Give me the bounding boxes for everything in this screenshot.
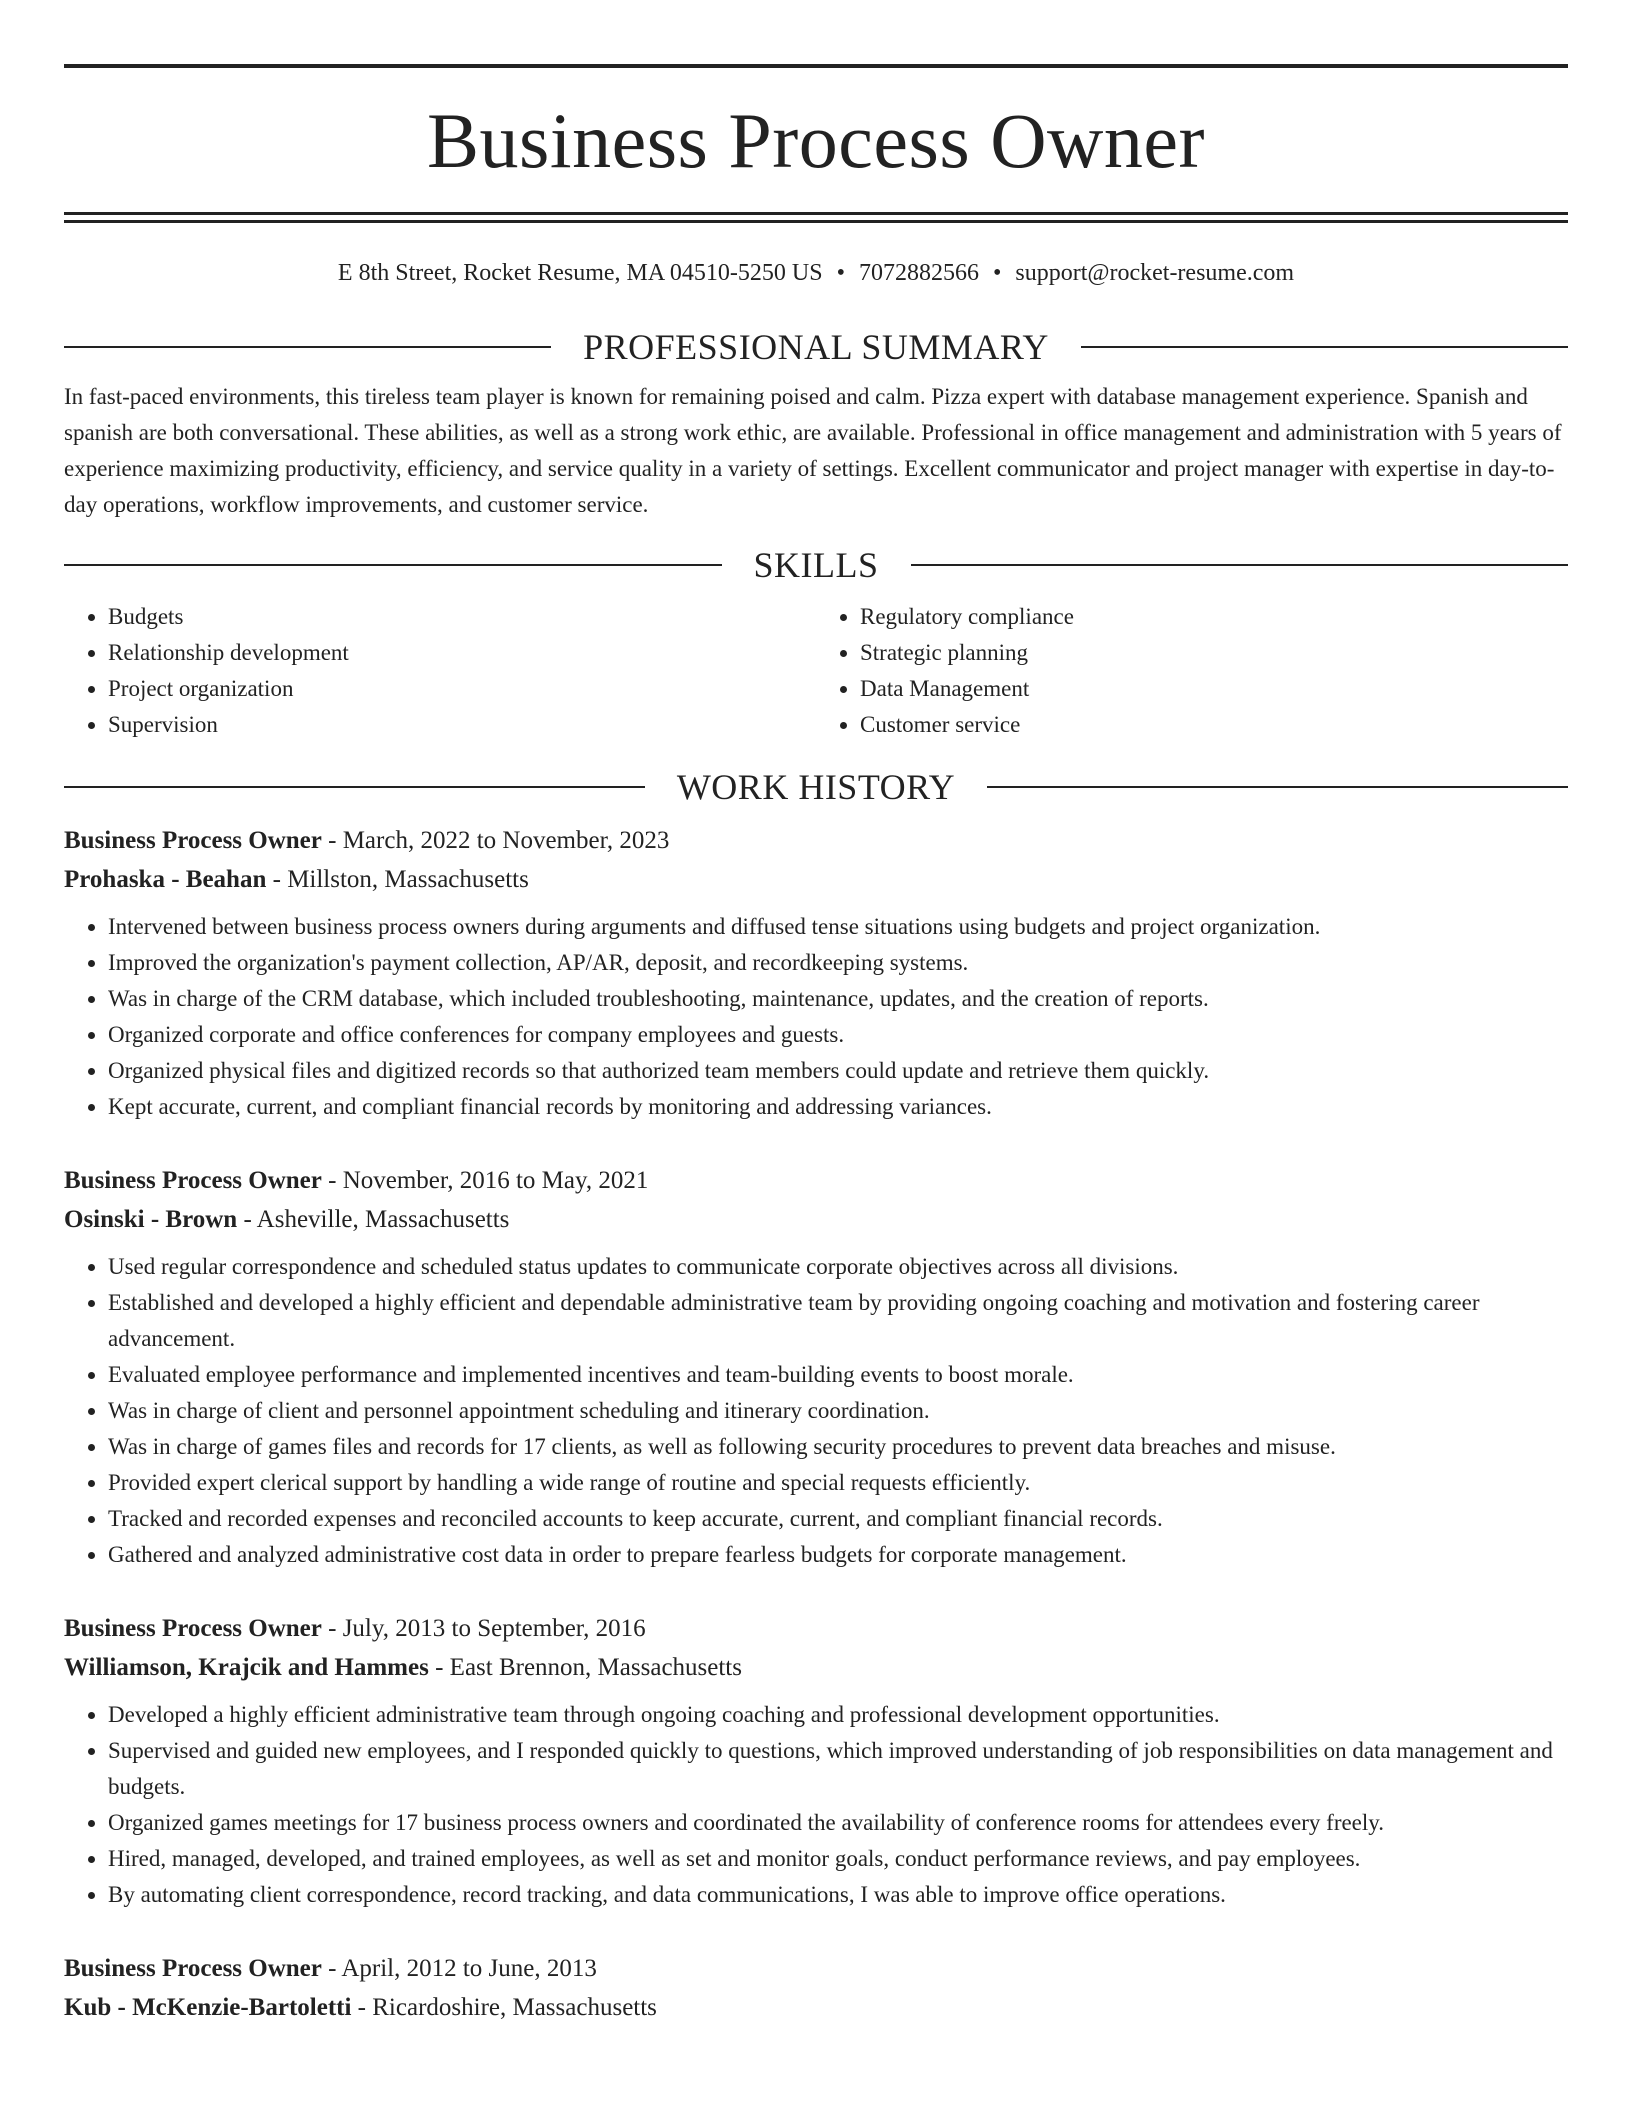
job-bullet: • Improved the organization's payment collection, AP/AR, deposit, and recordkeeping systems.: [108, 945, 1568, 981]
job-title: Business Process Owner: [64, 1167, 322, 1194]
job-title-line: Business Process Owner - March, 2022 to November, 2023: [64, 827, 670, 854]
contact-email: support@rocket-resume.com: [1015, 260, 1295, 286]
job-title-line: Business Process Owner - July, 2013 to September, 2016: [64, 1615, 646, 1642]
job-company-line: Williamson, Krajcik and Hammes - East Brennon, Massachusetts: [64, 1654, 742, 1681]
job-company: Osinski - Brown: [64, 1206, 238, 1233]
job-bullet: • By automating client correspondence, record tracking, and data communications, I was able to improve office operations.: [108, 1877, 1568, 1913]
heading-rule-right: [911, 564, 1569, 566]
job-title-line: Business Process Owner - April, 2012 to June, 2013: [64, 1955, 597, 1982]
job-dates: April, 2012 to June, 2013: [341, 1955, 597, 1982]
job-location: Asheville, Massachusetts: [256, 1206, 510, 1233]
job-location: Ricardoshire, Massachusetts: [372, 1994, 657, 2021]
job-entry: [64, 1161, 1568, 1573]
job-bullet: • Intervened between business process owners during arguments and diffused tense situations using budgets and project organization.: [108, 909, 1568, 945]
job-company-line: Osinski - Brown - Asheville, Massachusetts: [64, 1206, 510, 1233]
skills-column-right: [816, 599, 1568, 743]
job-location: East Brennon, Massachusetts: [449, 1654, 742, 1681]
top-rule: [64, 64, 1568, 68]
job-bullet: • Developed a highly efficient administrative team through ongoing coaching and professional development opportunities.: [108, 1697, 1568, 1733]
job-bullet: • Provided expert clerical support by handling a wide range of routine and special requests efficiently.: [108, 1465, 1568, 1501]
job-bullet: • Organized physical files and digitized records so that authorized team members could update and retrieve them quickly.: [108, 1053, 1568, 1089]
job-company-line: Kub - McKenzie-Bartoletti - Ricardoshire, Massachusetts: [64, 1994, 657, 2021]
job-bullets: [64, 1697, 1568, 1913]
work-history-heading: [64, 767, 1568, 807]
skill-item: • Regulatory compliance: [860, 599, 1568, 635]
summary-text: In fast-paced environments, this tireless team player is known for remaining poised and calm. Pizza expert with database management experience. Spanish and spanish are both conversational. These abilities, as well as a strong work ethic, are available. Professional in office management and administration with 5 years of experience maximizing productivity, efficiency, and service quality in a variety of settings. Excellent communicator and project manager with expertise in day-to-day operations, workflow improvements, and customer service.: [64, 384, 1562, 517]
job-company: Prohaska - Beahan: [64, 866, 267, 893]
job-bullet: • Kept accurate, current, and compliant financial records by monitoring and addressing variances.: [108, 1089, 1568, 1125]
heading-rule-right: [987, 786, 1568, 788]
skill-item: • Project organization: [108, 671, 816, 707]
job-bullet: • Used regular correspondence and scheduled status updates to communicate corporate objectives across all divisions.: [108, 1249, 1568, 1285]
skills-column-left: [64, 599, 816, 743]
job-company: Williamson, Krajcik and Hammes: [64, 1654, 429, 1681]
job-bullet: • Evaluated employee performance and implemented incentives and team-building events to boost morale.: [108, 1357, 1568, 1393]
resume-name: Business Process Owner: [427, 97, 1205, 184]
job-bullet: • Hired, managed, developed, and trained employees, as well as set and monitor goals, conduct performance reviews, and pay employees.: [108, 1841, 1568, 1877]
summary-heading-label: PROFESSIONAL SUMMARY: [583, 327, 1049, 367]
skill-item: • Relationship development: [108, 635, 816, 671]
heading-rule-left: [64, 564, 722, 566]
job-dates: November, 2016 to May, 2021: [342, 1167, 649, 1194]
job-company: Kub - McKenzie-Bartoletti: [64, 1994, 352, 2021]
skill-item: • Strategic planning: [860, 635, 1568, 671]
job-bullets: [64, 909, 1568, 1125]
job-bullet: • Organized corporate and office conferences for company employees and guests.: [108, 1017, 1568, 1053]
name-double-rule: [64, 212, 1568, 223]
job-location: Millston, Massachusetts: [287, 866, 529, 893]
heading-rule-left: [64, 346, 551, 348]
work-history-heading-label: WORK HISTORY: [676, 767, 956, 807]
job-bullet: • Tracked and recorded expenses and reconciled accounts to keep accurate, current, and compliant financial records.: [108, 1501, 1568, 1537]
heading-rule-right: [1081, 346, 1568, 348]
job-dates: March, 2022 to November, 2023: [342, 827, 670, 854]
job-title: Business Process Owner: [64, 827, 322, 854]
contact-separator: •: [836, 260, 845, 286]
contact-address: E 8th Street, Rocket Resume, MA 04510-5250 US: [337, 260, 823, 286]
contact-separator: •: [992, 260, 1002, 286]
skill-item: • Data Management: [860, 671, 1568, 707]
contact-line: [64, 257, 1568, 289]
skills-list: [64, 599, 1568, 743]
job-entry: [64, 821, 1568, 1125]
heading-rule-left: [64, 786, 645, 788]
job-title: Business Process Owner: [64, 1615, 322, 1642]
skill-item: • Customer service: [860, 707, 1568, 743]
summary-heading: [64, 327, 1568, 367]
job-company-line: Prohaska - Beahan - Millston, Massachusetts: [64, 866, 529, 893]
resume-page: [64, 64, 1568, 2027]
skill-item: • Supervision: [108, 707, 816, 743]
skills-heading-label: SKILLS: [753, 545, 879, 585]
job-bullet: • Gathered and analyzed administrative cost data in order to prepare fearless budgets for corporate management.: [108, 1537, 1568, 1573]
job-title: Business Process Owner: [64, 1955, 322, 1982]
job-bullet: • Established and developed a highly efficient and dependable administrative team by providing ongoing coaching and motivation and fostering career advancement.: [108, 1285, 1568, 1357]
job-bullet: • Supervised and guided new employees, and I responded quickly to questions, which improved understanding of job responsibilities on data management and budgets.: [108, 1733, 1568, 1805]
job-bullet: • Was in charge of client and personnel appointment scheduling and itinerary coordination.: [108, 1393, 1568, 1429]
job-bullet: • Was in charge of the CRM database, which included troubleshooting, maintenance, updates, and the creation of reports.: [108, 981, 1568, 1017]
job-entry: [64, 1949, 1568, 2027]
skill-item: • Budgets: [108, 599, 816, 635]
job-bullets: [64, 1249, 1568, 1573]
contact-phone: 7072882566: [858, 260, 979, 286]
job-bullet: • Organized games meetings for 17 business process owners and coordinated the availability of conference rooms for attendees every freely.: [108, 1805, 1568, 1841]
job-dates: July, 2013 to September, 2016: [342, 1615, 646, 1642]
job-entry: [64, 1609, 1568, 1913]
job-title-line: Business Process Owner - November, 2016 to May, 2021: [64, 1167, 649, 1194]
job-bullet: • Was in charge of games files and records for 17 clients, as well as following security procedures to prevent data breaches and misuse.: [108, 1429, 1568, 1465]
skills-heading: [64, 545, 1568, 585]
